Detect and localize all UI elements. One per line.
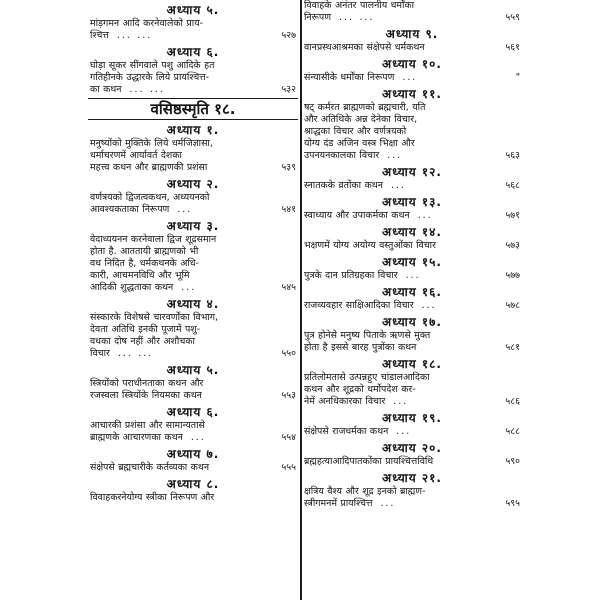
- entry-last-line: [302, 180, 522, 192]
- leader-dots: ...: [405, 270, 421, 281]
- entry-line: और अतिथिके अन्न देनेका विचार,: [304, 114, 418, 125]
- entry-line: क्षत्रिय वैश्य और शूद्र इनको ब्राह्मण-: [304, 486, 426, 497]
- chapter-heading: अध्याय १.: [166, 123, 220, 137]
- entry-text: नेमें अनधिकारका विचार: [304, 396, 386, 407]
- page-number: ५४५: [281, 282, 296, 293]
- entry-last-line: [88, 432, 298, 444]
- entry-last-line: [88, 162, 298, 174]
- entry-line: धर्माचरणमें आर्यावर्त देशका: [90, 150, 182, 161]
- chapter-heading: अध्याय ११.: [382, 87, 442, 101]
- leader-dots: ...: [190, 432, 206, 443]
- chapter-heading: अध्याय ८.: [166, 477, 220, 491]
- chapter-heading: अध्याय ६.: [166, 405, 220, 419]
- chapter-heading: अध्याय ५.: [166, 363, 220, 377]
- page-number: ५९५: [505, 498, 520, 509]
- page-number: ५५३: [281, 390, 296, 401]
- entry-last-line: [302, 12, 522, 24]
- entry-last-line: [88, 204, 298, 216]
- entry-text: महत्त्व कथन और ब्राह्मणकी प्रशंसा: [90, 162, 208, 173]
- left-column: [88, 0, 298, 504]
- chapter-heading: अध्याय १२.: [382, 165, 442, 179]
- entry-text: उपनयनकालका विचार: [304, 150, 380, 161]
- chapter-heading: अध्याय १५.: [382, 255, 442, 269]
- entry-line: पुत्र होनेसे मनुष्य पिताके ऋणसे मुक्त: [304, 330, 431, 341]
- entry-line: संस्कारके विशेषसे चारवर्णोंका विभाग,: [90, 312, 219, 323]
- leader-dots: ...: [396, 426, 412, 437]
- leader-dots: ...: [421, 300, 437, 311]
- page-number: ५८६: [505, 396, 520, 407]
- entry-text: आवश्यकताका निरूपण: [90, 204, 170, 215]
- entry-line: वेदाध्ययनन करनेवाला द्विज शूद्रसमान: [90, 234, 217, 245]
- entry-last-line: [88, 348, 298, 360]
- page-number: ५५९: [505, 12, 520, 23]
- entry-text: पुत्रके दान प्रतिग्रहका विचार: [304, 270, 398, 281]
- page-number: ५४१: [281, 204, 296, 215]
- entry-last-line: [88, 282, 298, 294]
- entry-last-line: [302, 342, 522, 354]
- leader-dots: ... ...: [116, 30, 153, 41]
- chapter-heading: अध्याय २१.: [382, 471, 442, 485]
- entry-last-line: [302, 72, 522, 84]
- entry-text: वानप्रस्थआश्रमका संक्षेपसे धर्मकथन: [304, 42, 425, 53]
- entry-line: श्राद्धका विचार और वर्णत्रयको: [304, 126, 407, 137]
- entry-last-line: [88, 390, 298, 402]
- entry-last-line: [302, 42, 522, 54]
- entry-text: विचार: [90, 348, 110, 359]
- entry-text: संक्षेपसे राजधर्मका कथन: [304, 426, 389, 437]
- page-number: ५७३: [505, 240, 520, 251]
- entry-line: देवता अतिथि इनकी पूजामें पशु-: [90, 324, 201, 335]
- entry-line: आचारकी प्रशंसा और सामान्यतासे: [90, 420, 205, 431]
- chapter-heading: अध्याय ५.: [166, 3, 220, 17]
- leader-dots: ...: [393, 396, 409, 407]
- entry-line: योग्य दंड अजिन वस्त्र भिक्षा और: [304, 138, 415, 149]
- chapter-heading: अध्याय ६.: [166, 45, 220, 59]
- entry-text: श्चित्त: [90, 30, 109, 41]
- entry-last-line: [88, 84, 298, 96]
- section-heading: वसिष्ठस्मृति १८.: [88, 98, 298, 120]
- chapter-heading: अध्याय २०.: [382, 441, 442, 455]
- entry-text: संन्यासीके धर्मोंका निरूपण: [304, 72, 395, 83]
- entry-line: प्रतिलोमतासे उत्पन्नहुए चांडालआदिका: [304, 372, 430, 383]
- entry-line: विवाहके अनंतर पालनीय धर्मोंका: [304, 0, 415, 11]
- entry-line: मनुष्योंको मुक्तिके लिये धर्मजिज्ञासा,: [90, 138, 213, 149]
- entry-line: वर्णत्रयको द्विजत्वकथन, अध्ययनको: [90, 192, 210, 203]
- entry-line: षट्‌ कर्मरत ब्राह्मणको ब्रह्मचारी, यति: [304, 102, 426, 113]
- entry-text: निरूपण: [304, 12, 332, 23]
- entry-line: घोड़ा सूकर सींगवाले पशु आदिके हत: [90, 60, 215, 71]
- leader-dots: ...: [177, 204, 193, 215]
- chapter-heading: अध्याय १८.: [382, 357, 442, 371]
- entry-line: मांड़गमन आदि करनेवालेको प्राय-: [90, 18, 204, 29]
- entry-text: ब्राह्मणके आचारणका कथन: [90, 432, 183, 443]
- page-number: ५२७: [281, 30, 296, 41]
- entry-line: कारी, आचमनविधि और भूमि: [90, 270, 190, 281]
- entry-last-line: [302, 150, 522, 162]
- leader-dots: ... ...: [117, 348, 154, 359]
- chapter-heading: अध्याय १६.: [382, 285, 442, 299]
- page-number: ५९०: [505, 456, 520, 467]
- page-number: ५३९: [281, 162, 296, 173]
- entry-line: होता है. आततायी ब्राह्मणको भी: [90, 246, 199, 257]
- page-number: ५६३: [505, 150, 520, 161]
- page-number: ५७७: [505, 270, 520, 281]
- page-number: ५६१: [505, 42, 520, 53]
- entry-last-line: [302, 498, 522, 510]
- chapter-heading: अध्याय ७.: [166, 447, 220, 461]
- entry-text: भक्षणमें योग्य अयोग्य वस्तुओंका विचार: [304, 240, 436, 251]
- chapter-heading: अध्याय १९.: [382, 411, 442, 425]
- chapter-heading: अध्याय १३.: [382, 195, 442, 209]
- entry-line: वध निदित है, धर्मकथनके अधि-: [90, 258, 199, 269]
- entry-text: आदिकी शुद्धताका कथन: [90, 282, 174, 293]
- chapter-heading: अध्याय ९.: [385, 27, 439, 41]
- entry-text: संक्षेपसे ब्रह्मचारीके कर्तव्यका कथन: [90, 462, 210, 473]
- entry-last-line: [302, 396, 522, 408]
- entry-text: ब्रह्महत्याआदिपातकोंका प्रायश्चित्तविधि: [304, 456, 434, 467]
- page-number: ५७८: [505, 300, 520, 311]
- entry-last-line: [302, 210, 522, 222]
- page-number: ५८८: [505, 426, 520, 437]
- page-number: ५७१: [505, 210, 520, 221]
- leader-dots: ...: [417, 210, 433, 221]
- entry-line: वधका दोष नहीं और अशौचका: [90, 336, 195, 347]
- chapter-heading: अध्याय १०.: [382, 57, 442, 71]
- page-number: ५३२: [281, 84, 296, 95]
- chapter-heading: अध्याय ४.: [166, 297, 220, 311]
- leader-dots: ... ...: [129, 84, 165, 95]
- leader-dots: ...: [390, 180, 406, 191]
- entry-last-line: [88, 462, 298, 474]
- page-number: ५५४: [281, 432, 296, 443]
- chapter-heading: अध्याय १७.: [382, 315, 442, 329]
- entry-text: होता है इससे बारह पुत्रोंका कथन: [304, 342, 417, 353]
- entry-text: स्नातकके व्रतोंका कथन: [304, 180, 383, 191]
- entry-text: रजस्वला स्त्रियोंके नियमका कथन: [90, 390, 202, 401]
- entry-last-line: [302, 456, 522, 468]
- entry-last-line: [302, 426, 522, 438]
- leader-dots: ...: [181, 282, 197, 293]
- entry-last-line: [302, 270, 522, 282]
- leader-dots: ...: [387, 150, 403, 161]
- entry-line: विवाहकरनेयोग्य स्त्रीका निरूपण और: [90, 492, 215, 503]
- page-number: ": [515, 72, 520, 83]
- page-number: ५५०: [281, 348, 296, 359]
- chapter-heading: अध्याय २.: [166, 177, 220, 191]
- entry-last-line: [302, 300, 522, 312]
- page-number: ५६८: [505, 180, 520, 191]
- entry-text: राजव्यवहार साक्षिआदिका विचार: [304, 300, 414, 311]
- right-column: [302, 0, 522, 510]
- chapter-heading: अध्याय १४.: [382, 225, 442, 239]
- entry-line: गतिहीनके उद्धारके लिये प्रायश्चित्त-: [90, 72, 210, 83]
- entry-line: कथन और शूद्रको धर्मोपदेश कर-: [304, 384, 416, 395]
- page-number: ५८१: [505, 342, 520, 353]
- entry-last-line: [88, 30, 298, 42]
- page-number: ५५५: [281, 462, 296, 473]
- entry-last-line: [302, 240, 522, 252]
- leader-dots: ... ...: [339, 12, 375, 23]
- leader-dots: ...: [402, 72, 418, 83]
- entry-text: स्वाध्याय और उपाकर्मका कथन: [304, 210, 410, 221]
- leader-dots: ...: [380, 498, 396, 509]
- entry-line: स्त्रियोंको पराधीनताका कथन और: [90, 378, 204, 389]
- entry-text: स्त्रीगमनमें प्रायश्चित्त: [304, 498, 373, 509]
- entry-text: का कथन: [90, 84, 122, 95]
- chapter-heading: अध्याय ३.: [166, 219, 220, 233]
